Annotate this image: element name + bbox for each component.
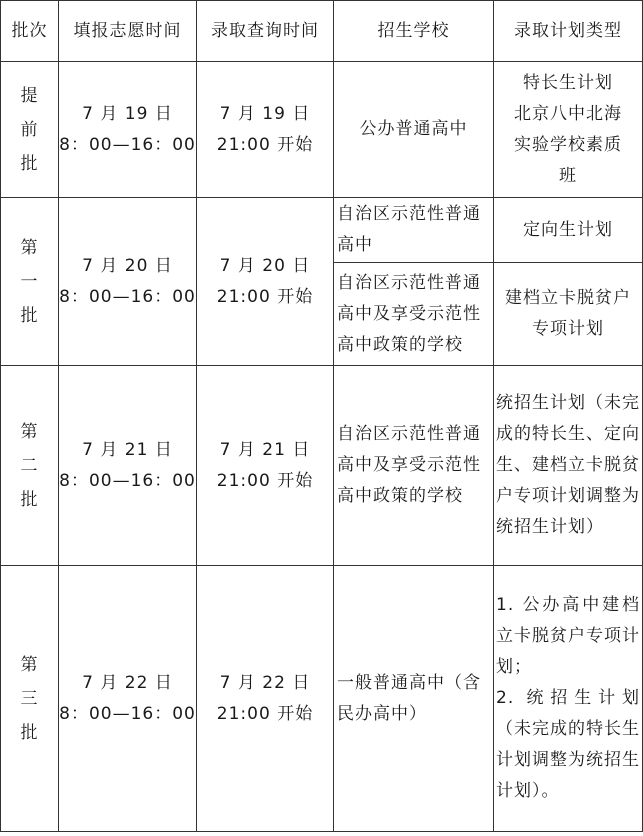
fill-date: 7 月 19 日 xyxy=(82,103,173,124)
school-cell: 自治区示范性普通高中 xyxy=(334,198,494,263)
batch-cell: 第 一 批 xyxy=(1,198,59,366)
plan-cell: 统招生计划（未完成的特长生、定向生、建档立卡脱贫户专项计划调整为统招生计划） xyxy=(494,366,643,566)
header-batch: 批次 xyxy=(1,1,59,62)
school-cell: 自治区示范性普通高中及享受示范性高中政策的学校 xyxy=(334,263,494,366)
fill-hours: 8：00—16：00 xyxy=(59,134,196,155)
header-query-time: 录取查询时间 xyxy=(197,1,334,62)
fill-hours: 8：00—16：00 xyxy=(59,703,196,724)
table-row xyxy=(1,566,643,832)
table-row xyxy=(1,198,643,263)
query-date: 7 月 20 日 xyxy=(219,255,311,276)
query-hours: 21:00 开始 xyxy=(216,286,314,307)
school-cell: 一般普通高中（含民办高中） xyxy=(334,566,494,832)
table-row xyxy=(1,62,643,198)
school-cell: 公办普通高中 xyxy=(334,62,494,198)
header-fill-time: 填报志愿时间 xyxy=(59,1,197,62)
plan-cell: 定向生计划 xyxy=(494,198,643,263)
fill-time-cell xyxy=(59,198,197,366)
fill-time-cell xyxy=(59,566,197,832)
query-hours: 21:00 开始 xyxy=(216,470,314,491)
query-time-cell xyxy=(197,198,334,366)
query-hours: 21:00 开始 xyxy=(216,703,314,724)
batch-cell: 提 前 批 xyxy=(1,62,59,198)
plan-item-2: 2. 统招生计划（未完成的特长生计划调整为统招生计划）。 xyxy=(496,688,640,801)
query-date: 7 月 21 日 xyxy=(219,439,311,460)
query-time-cell xyxy=(197,366,334,566)
table-row xyxy=(1,366,643,566)
fill-hours: 8：00—16：00 xyxy=(59,470,196,491)
fill-hours: 8：00—16：00 xyxy=(59,286,196,307)
batch-cell: 第 二 批 xyxy=(1,366,59,566)
header-plan-type: 录取计划类型 xyxy=(494,1,643,62)
fill-date: 7 月 21 日 xyxy=(82,439,173,460)
query-date: 7 月 19 日 xyxy=(219,103,311,124)
header-schools: 招生学校 xyxy=(334,1,494,62)
fill-date: 7 月 22 日 xyxy=(82,672,173,693)
plan-cell: 特长生计划 北京八中北海 实验学校素质 班 xyxy=(494,62,643,198)
query-date: 7 月 22 日 xyxy=(219,672,311,693)
header-row xyxy=(1,1,643,62)
school-cell: 自治区示范性普通高中及享受示范性高中政策的学校 xyxy=(334,366,494,566)
fill-time-cell xyxy=(59,62,197,198)
fill-time-cell xyxy=(59,366,197,566)
query-time-cell xyxy=(197,62,334,198)
plan-item-1: 1. 公办高中建档立卡脱贫户专项计划； xyxy=(496,595,640,677)
batch-cell: 第 三 批 xyxy=(1,566,59,832)
plan-cell xyxy=(494,566,643,832)
plan-cell: 建档立卡脱贫户专项计划 xyxy=(494,263,643,366)
query-time-cell xyxy=(197,566,334,832)
fill-date: 7 月 20 日 xyxy=(82,255,173,276)
query-hours: 21:00 开始 xyxy=(216,134,314,155)
